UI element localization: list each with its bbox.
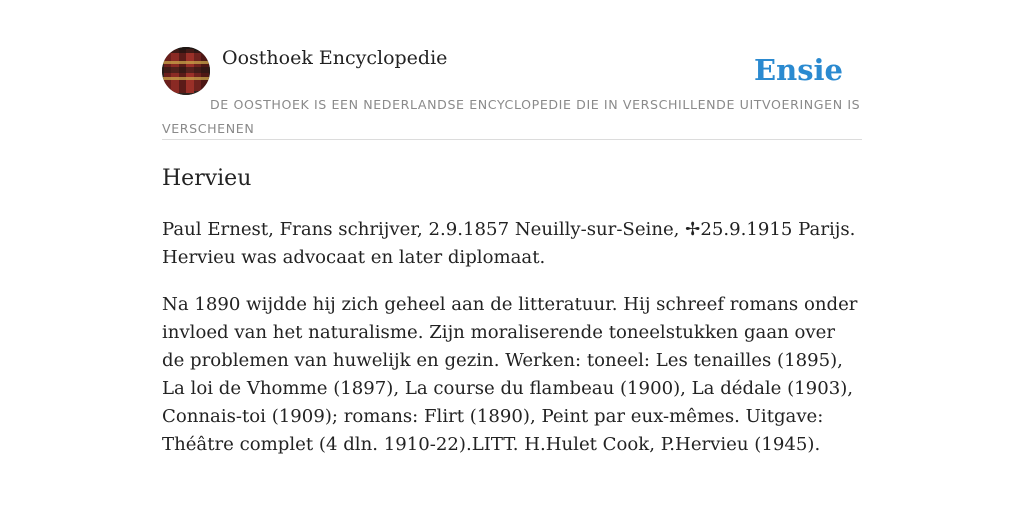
site-name[interactable]: Oosthoek Encyclopedie bbox=[222, 47, 448, 69]
article bbox=[162, 162, 862, 459]
site-header bbox=[162, 46, 862, 140]
brand-logo[interactable]: Ensie bbox=[754, 53, 843, 87]
site-tagline: DE OOSTHOEK IS EEN NEDERLANDSE ENCYCLOPEDIE DIE IN VERSCHILLENDE UITVOERINGEN IS VERSCHENEN bbox=[162, 97, 861, 136]
encyclopedia-books-icon[interactable] bbox=[162, 47, 210, 95]
article-paragraph: Paul Ernest, Frans schrijver, 2.9.1857 Neuilly-sur-Seine, ✢25.9.1915 Parijs. Hervieu was advocaat en later diplomaat. bbox=[162, 219, 856, 268]
article-title: Hervieu bbox=[162, 166, 252, 191]
article-paragraph: Na 1890 wijdde hij zich geheel aan de litteratuur. Hij schreef romans onder invloed van het naturalisme. Zijn moraliserende toneelstukken gaan over de problemen van huwelijk en gezin. Werken: toneel: Les tenailles (1895), La loi de Vhomme (1897), La course du flambeau (1900), La dédale (1903), Connais-toi (1909); romans: Flirt (1890), Peint par eux-mêmes. Uitgave: Théâtre complet (4 dln. 1910-22).LITT. H.Hulet Cook, P.Hervieu (1945). bbox=[162, 294, 858, 455]
